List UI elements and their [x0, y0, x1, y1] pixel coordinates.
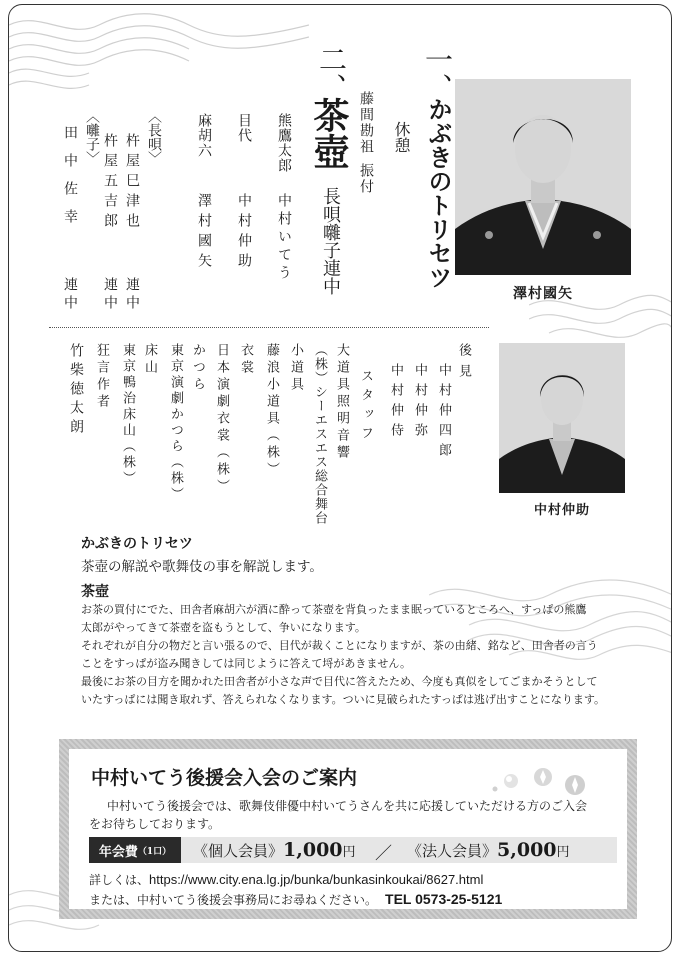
credit-value: 竹柴徳太朗: [68, 343, 84, 438]
contact-prefix: または、中村いてう後援会事務局にお尋ねください。: [89, 893, 378, 907]
description-heading-torisetsu: かぶきのトリセツ: [81, 536, 193, 552]
description-text-torisetsu: 茶壺の解説や歌舞伎の事を解説します。: [81, 559, 323, 575]
credit-value: （株）シーエスエス総合舞台: [312, 343, 327, 525]
item1-title: かぶきのトリセツ: [424, 97, 453, 289]
actor-photo-sawamura: [455, 79, 631, 275]
credit-value: 日本演劇衣裳（株）: [214, 343, 229, 496]
choreographer-name: 藤間勘祖: [358, 91, 374, 155]
support-title: 中村いてう後援会入会のご案内: [91, 767, 358, 789]
choreography-label: 振付: [358, 163, 374, 195]
role-actor: 中村仲助: [236, 193, 252, 273]
description-line: いたすっぱには聞き取れず、答えられなくなります。ついに見破られたすっぱは逃げ出すことになります。: [81, 693, 606, 706]
role-name: 熊鷹太郎: [276, 113, 292, 173]
individual-fee: [193, 839, 356, 861]
nagauta-performer: 杵屋五吉郎: [102, 133, 118, 233]
individual-yen: 円: [342, 845, 356, 860]
credit-value: 東京演劇かつら（株）: [168, 343, 183, 503]
actor-photo-nakamura: [499, 343, 625, 493]
individual-member-label: 《個人会員》: [193, 842, 284, 860]
role-actor: 中村いてう: [276, 193, 292, 283]
item2-subtitle: 長唄囃子連中: [320, 187, 341, 295]
credit-label: 衣裳: [238, 343, 253, 377]
individual-member-amount: 1,000: [283, 839, 343, 861]
annual-fee-bar: [89, 837, 617, 863]
wave-pattern-top-left: [9, 5, 309, 125]
photo-caption-bottom: 中村仲助: [533, 503, 590, 518]
actor-portrait-illustration: [499, 343, 625, 493]
description-heading-chatsubo: 茶壺: [81, 584, 109, 600]
description-line: お茶の買付にでた、田舎者麻胡六が酒に酔って茶壺を背負ったまま眠っているところへ、すっぱの熊鷹: [81, 603, 587, 616]
credit-label: 狂言作者: [94, 343, 109, 411]
description-line: 太郎がやってきて茶壺を盗もうとして、争いになります。: [81, 621, 366, 634]
nagauta-label: 〈長唄〉: [146, 109, 162, 165]
corporate-yen: 円: [556, 845, 570, 860]
support-box-inner: [69, 749, 627, 909]
nagauta-suffix: 連中: [102, 277, 118, 313]
nagauta-suffix: 連中: [124, 277, 140, 313]
support-intro-line1: 中村いてう後援会では、歌舞伎俳優中村いてうさんを共に応援していただける方のご入会: [107, 799, 588, 813]
description-line: ことをすっぱが盗み聞きしては同じように答えて埒があきません。: [81, 657, 411, 670]
item2-title: 茶壺: [308, 97, 350, 169]
contact-line: [89, 891, 502, 908]
corporate-member-amount: 5,000: [497, 839, 557, 861]
staff-label: スタッフ: [358, 369, 373, 445]
intermission-label: 休憩: [392, 121, 411, 153]
credit-value: 藤浪小道具（株）: [264, 343, 279, 479]
annual-fee-tag: [89, 837, 181, 863]
koken-member: 中村仲四郎: [436, 363, 451, 463]
support-box: [59, 739, 637, 919]
page-frame: [8, 4, 672, 952]
corporate-fee: [407, 839, 570, 861]
role-name: 目代: [236, 113, 252, 143]
annual-fee-note: （1口）: [137, 846, 172, 857]
photo-caption-top: 澤村國矢: [513, 286, 573, 302]
credit-label: かつら: [190, 343, 205, 394]
annual-fee-label: 年会費: [98, 844, 138, 860]
support-intro-line2: をお待ちしております。: [89, 817, 221, 831]
koken-label: 後見: [456, 343, 471, 385]
credit-label: 小道具: [288, 343, 303, 394]
item2-number: 二、: [315, 45, 348, 101]
credit-value: 東京鴨治床山（株）: [120, 343, 135, 487]
actor-portrait-illustration: [455, 79, 631, 275]
credit-label: 大道具照明音響: [334, 343, 349, 462]
description-line: それぞれが自分の物だと言い張るので、目代が裁くことになりますが、茶の由緒、銘など、田舎者の言う: [81, 639, 598, 652]
role-name: 麻胡六: [196, 113, 212, 158]
hayashi-performer: 田中佐幸: [62, 125, 78, 237]
koken-member: 中村仲弥: [412, 363, 427, 443]
hayashi-label: 〈囃子〉: [84, 109, 100, 165]
hayashi-suffix: 連中: [62, 277, 78, 313]
fee-separator: ／: [375, 844, 392, 864]
contact-tel: TEL 0573-25-5121: [385, 891, 503, 907]
description-line: 最後にお茶の目方を聞かれた田舎者が小さな声で目代に答えたため、今度も真似をしてごまかそうとして: [81, 675, 598, 688]
role-actor: 澤村國矢: [196, 193, 212, 273]
details-line: [89, 871, 483, 888]
section-divider: [49, 327, 489, 328]
corporate-member-label: 《法人会員》: [407, 842, 498, 860]
item1-number: 一、: [421, 45, 454, 101]
koken-member: 中村仲侍: [388, 363, 403, 443]
details-prefix: 詳しくは、: [89, 873, 150, 887]
details-url-link[interactable]: https://www.city.ena.lg.jp/bunka/bunkasinkoukai/8627.html: [149, 872, 484, 887]
credit-label: 床山: [142, 343, 157, 377]
nagauta-performer: 杵屋巳津也: [124, 133, 140, 233]
